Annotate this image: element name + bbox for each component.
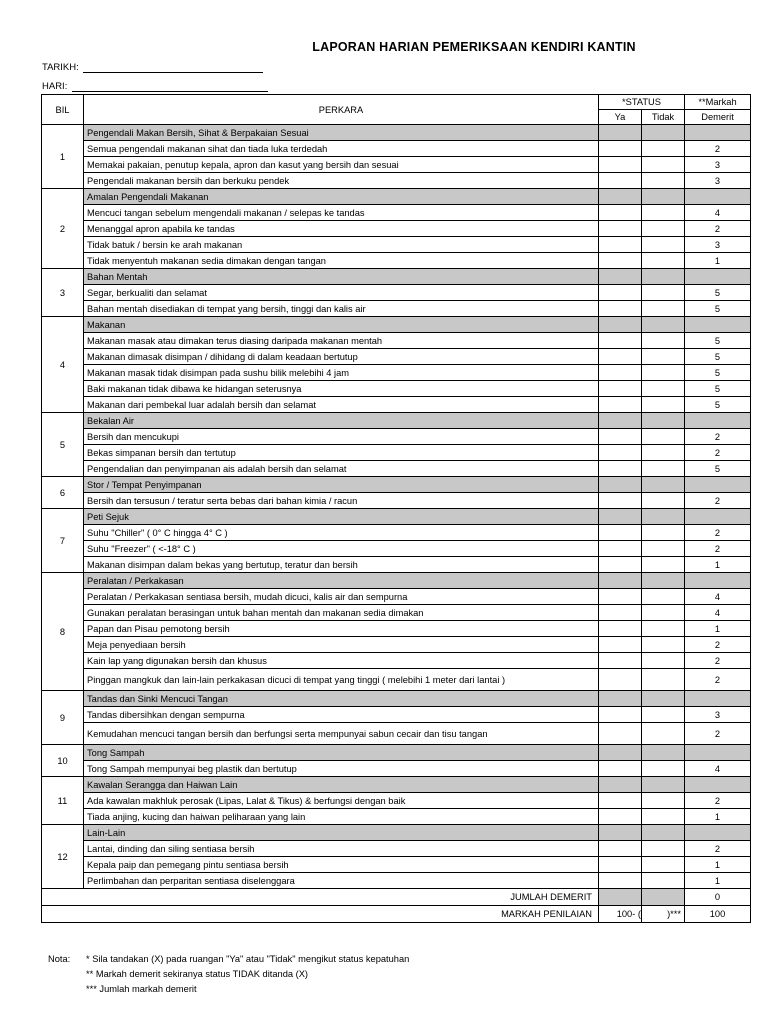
item-text: Kain lap yang digunakan bersih dan khusus: [84, 653, 599, 669]
section-title: Amalan Pengendali Makanan: [84, 189, 599, 205]
section-header-no-cell: [642, 573, 685, 589]
status-tidak-checkbox[interactable]: [642, 221, 685, 237]
section-header-no-cell: [642, 125, 685, 141]
status-ya-checkbox[interactable]: [599, 637, 642, 653]
section-header-no-cell: [642, 317, 685, 333]
demerit-mark: 3: [685, 237, 751, 253]
section-header-mk-cell: [685, 125, 751, 141]
status-tidak-checkbox[interactable]: [642, 429, 685, 445]
status-tidak-checkbox[interactable]: [642, 761, 685, 777]
item-text: Makanan dari pembekal luar adalah bersih dan selamat: [84, 397, 599, 413]
table-row: [42, 253, 751, 269]
demerit-mark: 5: [685, 349, 751, 365]
demerit-mark: 2: [685, 525, 751, 541]
item-text: Suhu "Chiller" ( 0° C hingga 4° C ): [84, 525, 599, 541]
table-row: [42, 541, 751, 557]
status-ya-checkbox[interactable]: [599, 397, 642, 413]
header-markah: **Markah: [685, 95, 751, 110]
status-ya-checkbox[interactable]: [599, 653, 642, 669]
status-tidak-checkbox[interactable]: [642, 397, 685, 413]
status-tidak-checkbox[interactable]: [642, 285, 685, 301]
section-header-no-cell: [642, 269, 685, 285]
item-text: Suhu "Freezer" ( <-18° C ): [84, 541, 599, 557]
section-header-yes-cell: [599, 777, 642, 793]
table-row: [42, 809, 751, 825]
section-number: 6: [42, 477, 84, 509]
status-tidak-checkbox[interactable]: [642, 141, 685, 157]
section-header-row: [42, 269, 751, 285]
table-row: [42, 605, 751, 621]
section-header-row: [42, 477, 751, 493]
item-text: Bersih dan tersusun / teratur serta bebas dari bahan kimia / racun: [84, 493, 599, 509]
demerit-mark: 4: [685, 761, 751, 777]
markah-penilaian-value: 100: [685, 906, 751, 923]
status-tidak-checkbox[interactable]: [642, 589, 685, 605]
demerit-mark: 5: [685, 285, 751, 301]
demerit-mark: 3: [685, 707, 751, 723]
status-ya-checkbox[interactable]: [599, 365, 642, 381]
section-number: 11: [42, 777, 84, 825]
item-text: Makanan disimpan dalam bekas yang bertutup, teratur dan bersih: [84, 557, 599, 573]
section-header-no-cell: [642, 413, 685, 429]
item-text: Lantai, dinding dan siling sentiasa bersih: [84, 841, 599, 857]
status-ya-checkbox[interactable]: [599, 793, 642, 809]
section-header-yes-cell: [599, 573, 642, 589]
status-tidak-checkbox[interactable]: [642, 621, 685, 637]
section-title: Bahan Mentah: [84, 269, 599, 285]
report-title-text: LAPORAN HARIAN PEMERIKSAAN KENDIRI KANTIN: [312, 40, 636, 54]
status-tidak-checkbox[interactable]: [642, 493, 685, 509]
section-title: Lain-Lain: [84, 825, 599, 841]
note-3: *** Jumlah markah demerit: [86, 984, 197, 994]
item-text: Pengendali makanan bersih dan berkuku pendek: [84, 173, 599, 189]
demerit-mark: 5: [685, 365, 751, 381]
status-tidak-checkbox[interactable]: [642, 605, 685, 621]
status-ya-checkbox[interactable]: [599, 445, 642, 461]
table-row: [42, 429, 751, 445]
section-header-yes-cell: [599, 509, 642, 525]
status-ya-checkbox[interactable]: [599, 761, 642, 777]
item-text: Peralatan / Perkakasan sentiasa bersih, mudah dicuci, kalis air dan sempurna: [84, 589, 599, 605]
hari-row: [42, 81, 268, 92]
status-ya-checkbox[interactable]: [599, 237, 642, 253]
demerit-mark: 5: [685, 333, 751, 349]
note-2: ** Markah demerit sekiranya status TIDAK ditanda (X): [86, 969, 309, 979]
demerit-mark: 5: [685, 301, 751, 317]
demerit-mark: 2: [685, 541, 751, 557]
item-text: Makanan dimasak disimpan / dihidang di dalam keadaan bertutup: [84, 349, 599, 365]
status-ya-checkbox[interactable]: [599, 605, 642, 621]
status-tidak-checkbox[interactable]: [642, 557, 685, 573]
table-row: [42, 793, 751, 809]
section-title: Bekalan Air: [84, 413, 599, 429]
status-ya-checkbox[interactable]: [599, 873, 642, 889]
header-status: *STATUS: [599, 95, 685, 110]
item-text: Ada kawalan makhluk perosak (Lipas, Lalat & Tikus) & berfungsi dengan baik: [84, 793, 599, 809]
jumlah-tidak-cell: [642, 889, 685, 906]
section-header-mk-cell: [685, 317, 751, 333]
status-tidak-checkbox[interactable]: [642, 857, 685, 873]
notes-block: [48, 952, 409, 997]
formula-right: )***: [642, 906, 685, 923]
status-ya-checkbox[interactable]: [599, 557, 642, 573]
table-row: [42, 205, 751, 221]
table-row: [42, 525, 751, 541]
status-tidak-checkbox[interactable]: [642, 841, 685, 857]
table-row: [42, 589, 751, 605]
section-title: Tong Sampah: [84, 745, 599, 761]
status-tidak-checkbox[interactable]: [642, 445, 685, 461]
section-header-yes-cell: [599, 691, 642, 707]
item-text: Papan dan Pisau pemotong bersih: [84, 621, 599, 637]
section-title: Kawalan Serangga dan Haiwan Lain: [84, 777, 599, 793]
section-header-row: [42, 509, 751, 525]
section-header-mk-cell: [685, 189, 751, 205]
header-tidak: Tidak: [642, 110, 685, 125]
section-header-no-cell: [642, 691, 685, 707]
table-row: [42, 557, 751, 573]
section-header-no-cell: [642, 777, 685, 793]
hari-label: HARI:: [42, 81, 68, 92]
section-number: 7: [42, 509, 84, 573]
section-header-mk-cell: [685, 509, 751, 525]
section-header-mk-cell: [685, 745, 751, 761]
section-number: 9: [42, 691, 84, 745]
report-title: [0, 40, 768, 54]
item-text: Tong Sampah mempunyai beg plastik dan bertutup: [84, 761, 599, 777]
status-ya-checkbox[interactable]: [599, 723, 642, 745]
table-row: [42, 841, 751, 857]
table-row: [42, 349, 751, 365]
status-tidak-checkbox[interactable]: [642, 237, 685, 253]
markah-penilaian-label: MARKAH PENILAIAN: [42, 906, 599, 923]
section-header-yes-cell: [599, 189, 642, 205]
item-text: Kemudahan mencuci tangan bersih dan berfungsi serta mempunyai sabun cecair dan tisu tangan: [84, 723, 599, 745]
status-tidak-checkbox[interactable]: [642, 637, 685, 653]
table-row: [42, 637, 751, 653]
demerit-mark: 5: [685, 381, 751, 397]
demerit-mark: 2: [685, 669, 751, 691]
item-text: Bekas simpanan bersih dan tertutup: [84, 445, 599, 461]
section-header-mk-cell: [685, 573, 751, 589]
table-row: [42, 397, 751, 413]
section-header-row: [42, 125, 751, 141]
item-text: Kepala paip dan pemegang pintu sentiasa bersih: [84, 857, 599, 873]
demerit-mark: 2: [685, 723, 751, 745]
section-number: 8: [42, 573, 84, 691]
status-tidak-checkbox[interactable]: [642, 173, 685, 189]
header-ya: Ya: [599, 110, 642, 125]
demerit-mark: 2: [685, 429, 751, 445]
table-row: [42, 621, 751, 637]
table-row: [42, 707, 751, 723]
item-text: Tidak menyentuh makanan sedia dimakan dengan tangan: [84, 253, 599, 269]
demerit-mark: 1: [685, 253, 751, 269]
demerit-mark: 3: [685, 173, 751, 189]
item-text: Menanggal apron apabila ke tandas: [84, 221, 599, 237]
item-text: Meja penyediaan bersih: [84, 637, 599, 653]
table-row: [42, 761, 751, 777]
table-row: [42, 157, 751, 173]
status-tidak-checkbox[interactable]: [642, 653, 685, 669]
demerit-mark: 2: [685, 793, 751, 809]
table-row: [42, 669, 751, 691]
item-text: Segar, berkualiti dan selamat: [84, 285, 599, 301]
header-perkara: PERKARA: [84, 95, 599, 125]
tarikh-row: [42, 62, 263, 73]
status-ya-checkbox[interactable]: [599, 621, 642, 637]
demerit-mark: 1: [685, 557, 751, 573]
status-ya-checkbox[interactable]: [599, 301, 642, 317]
table-row: [42, 653, 751, 669]
status-ya-checkbox[interactable]: [599, 221, 642, 237]
item-text: Makanan masak atau dimakan terus diasing daripada makanan mentah: [84, 333, 599, 349]
demerit-mark: 1: [685, 621, 751, 637]
demerit-mark: 2: [685, 221, 751, 237]
item-text: Memakai pakaian, penutup kepala, apron dan kasut yang bersih dan sesuai: [84, 157, 599, 173]
status-tidak-checkbox[interactable]: [642, 461, 685, 477]
formula-left: 100- (: [599, 906, 642, 923]
section-header-no-cell: [642, 825, 685, 841]
demerit-mark: 3: [685, 157, 751, 173]
status-tidak-checkbox[interactable]: [642, 723, 685, 745]
section-number: 5: [42, 413, 84, 477]
table-row: [42, 333, 751, 349]
header-bil: BIL: [42, 95, 84, 125]
tarikh-input-line[interactable]: [83, 62, 263, 73]
status-ya-checkbox[interactable]: [599, 461, 642, 477]
item-text: Pinggan mangkuk dan lain-lain perkakasan dicuci di tempat yang tinggi ( melebihi 1 meter dari lantai ): [84, 669, 599, 691]
demerit-mark: 2: [685, 637, 751, 653]
demerit-mark: 1: [685, 809, 751, 825]
table-row: [42, 237, 751, 253]
status-ya-checkbox[interactable]: [599, 707, 642, 723]
section-title: Pengendali Makan Bersih, Sihat & Berpakaian Sesuai: [84, 125, 599, 141]
section-number: 1: [42, 125, 84, 189]
section-header-row: [42, 573, 751, 589]
section-number: 10: [42, 745, 84, 777]
jumlah-demerit-value: 0: [685, 889, 751, 906]
note-1-text: * Sila tandakan (X) pada ruangan "Ya" atau "Tidak" mengikut status kepatuhan: [86, 954, 410, 964]
table-row: [42, 381, 751, 397]
section-header-no-cell: [642, 477, 685, 493]
demerit-mark: 2: [685, 141, 751, 157]
table-row: [42, 301, 751, 317]
status-tidak-checkbox[interactable]: [642, 525, 685, 541]
item-text: Gunakan peralatan berasingan untuk bahan mentah dan makanan sedia dimakan: [84, 605, 599, 621]
section-header-no-cell: [642, 745, 685, 761]
section-header-no-cell: [642, 189, 685, 205]
section-number: 3: [42, 269, 84, 317]
item-text: Tandas dibersihkan dengan sempurna: [84, 707, 599, 723]
status-tidak-checkbox[interactable]: [642, 873, 685, 889]
status-ya-checkbox[interactable]: [599, 349, 642, 365]
status-tidak-checkbox[interactable]: [642, 365, 685, 381]
table-row: [42, 857, 751, 873]
table-row: [42, 365, 751, 381]
demerit-mark: 5: [685, 461, 751, 477]
item-text: Tidak batuk / bersin ke arah makanan: [84, 237, 599, 253]
table-row: [42, 173, 751, 189]
status-tidak-checkbox[interactable]: [642, 809, 685, 825]
status-ya-checkbox[interactable]: [599, 669, 642, 691]
item-text: Tiada anjing, kucing dan haiwan peliharaan yang lain: [84, 809, 599, 825]
demerit-mark: 1: [685, 857, 751, 873]
status-ya-checkbox[interactable]: [599, 141, 642, 157]
demerit-mark: 5: [685, 397, 751, 413]
status-tidak-checkbox[interactable]: [642, 669, 685, 691]
table-row: [42, 873, 751, 889]
demerit-mark: 2: [685, 653, 751, 669]
item-text: Bahan mentah disediakan di tempat yang bersih, tinggi dan kalis air: [84, 301, 599, 317]
demerit-mark: 2: [685, 841, 751, 857]
status-tidak-checkbox[interactable]: [642, 205, 685, 221]
status-tidak-checkbox[interactable]: [642, 793, 685, 809]
table-row: [42, 221, 751, 237]
table-row: [42, 493, 751, 509]
section-header-yes-cell: [599, 317, 642, 333]
item-text: Semua pengendali makanan sihat dan tiada luka terdedah: [84, 141, 599, 157]
jumlah-ya-cell: [599, 889, 642, 906]
notes-label: Nota:: [48, 954, 71, 964]
status-tidak-checkbox[interactable]: [642, 349, 685, 365]
status-tidak-checkbox[interactable]: [642, 707, 685, 723]
status-ya-checkbox[interactable]: [599, 253, 642, 269]
section-header-row: [42, 691, 751, 707]
section-header-row: [42, 777, 751, 793]
header-demerit: Demerit: [685, 110, 751, 125]
status-ya-checkbox[interactable]: [599, 429, 642, 445]
item-text: Makanan masak tidak disimpan pada sushu bilik melebihi 4 jam: [84, 365, 599, 381]
status-ya-checkbox[interactable]: [599, 205, 642, 221]
table-row: [42, 285, 751, 301]
section-title: Peti Sejuk: [84, 509, 599, 525]
status-tidak-checkbox[interactable]: [642, 253, 685, 269]
section-header-row: [42, 825, 751, 841]
demerit-mark: 2: [685, 493, 751, 509]
section-title: Makanan: [84, 317, 599, 333]
demerit-mark: 1: [685, 873, 751, 889]
section-header-mk-cell: [685, 691, 751, 707]
status-ya-checkbox[interactable]: [599, 173, 642, 189]
demerit-mark: 4: [685, 605, 751, 621]
demerit-mark: 4: [685, 589, 751, 605]
item-text: Perlimbahan dan perparitan sentiasa diselenggara: [84, 873, 599, 889]
item-text: Mencuci tangan sebelum mengendali makanan / selepas ke tandas: [84, 205, 599, 221]
item-text: Bersih dan mencukupi: [84, 429, 599, 445]
section-header-row: [42, 317, 751, 333]
table-row: [42, 461, 751, 477]
inspection-table: [41, 94, 751, 923]
tarikh-label: TARIKH:: [42, 62, 79, 73]
section-header-mk-cell: [685, 825, 751, 841]
section-header-mk-cell: [685, 413, 751, 429]
section-header-yes-cell: [599, 477, 642, 493]
section-title: Stor / Tempat Penyimpanan: [84, 477, 599, 493]
section-header-row: [42, 413, 751, 429]
table-row: [42, 723, 751, 745]
note-1: [48, 952, 409, 967]
status-ya-checkbox[interactable]: [599, 525, 642, 541]
status-ya-checkbox[interactable]: [599, 157, 642, 173]
status-ya-checkbox[interactable]: [599, 809, 642, 825]
hari-input-line[interactable]: [72, 81, 268, 92]
status-ya-checkbox[interactable]: [599, 541, 642, 557]
section-title: Peralatan / Perkakasan: [84, 573, 599, 589]
status-ya-checkbox[interactable]: [599, 333, 642, 349]
status-ya-checkbox[interactable]: [599, 285, 642, 301]
section-header-row: [42, 189, 751, 205]
status-tidak-checkbox[interactable]: [642, 301, 685, 317]
status-ya-checkbox[interactable]: [599, 857, 642, 873]
section-header-yes-cell: [599, 825, 642, 841]
section-header-row: [42, 745, 751, 761]
status-tidak-checkbox[interactable]: [642, 381, 685, 397]
section-header-mk-cell: [685, 269, 751, 285]
section-number: 4: [42, 317, 84, 413]
item-text: Pengendalian dan penyimpanan ais adalah bersih dan selamat: [84, 461, 599, 477]
table-row: [42, 141, 751, 157]
section-header-yes-cell: [599, 125, 642, 141]
item-text: Baki makanan tidak dibawa ke hidangan seterusnya: [84, 381, 599, 397]
section-number: 12: [42, 825, 84, 889]
section-header-yes-cell: [599, 745, 642, 761]
status-ya-checkbox[interactable]: [599, 493, 642, 509]
status-ya-checkbox[interactable]: [599, 841, 642, 857]
status-ya-checkbox[interactable]: [599, 589, 642, 605]
section-header-yes-cell: [599, 413, 642, 429]
demerit-mark: 2: [685, 445, 751, 461]
status-ya-checkbox[interactable]: [599, 381, 642, 397]
demerit-mark: 4: [685, 205, 751, 221]
table-row: [42, 445, 751, 461]
section-header-yes-cell: [599, 269, 642, 285]
status-tidak-checkbox[interactable]: [642, 333, 685, 349]
status-tidak-checkbox[interactable]: [642, 157, 685, 173]
section-header-mk-cell: [685, 477, 751, 493]
section-header-no-cell: [642, 509, 685, 525]
section-number: 2: [42, 189, 84, 269]
status-tidak-checkbox[interactable]: [642, 541, 685, 557]
jumlah-demerit-label: JUMLAH DEMERIT: [42, 889, 599, 906]
section-title: Tandas dan Sinki Mencuci Tangan: [84, 691, 599, 707]
section-header-mk-cell: [685, 777, 751, 793]
